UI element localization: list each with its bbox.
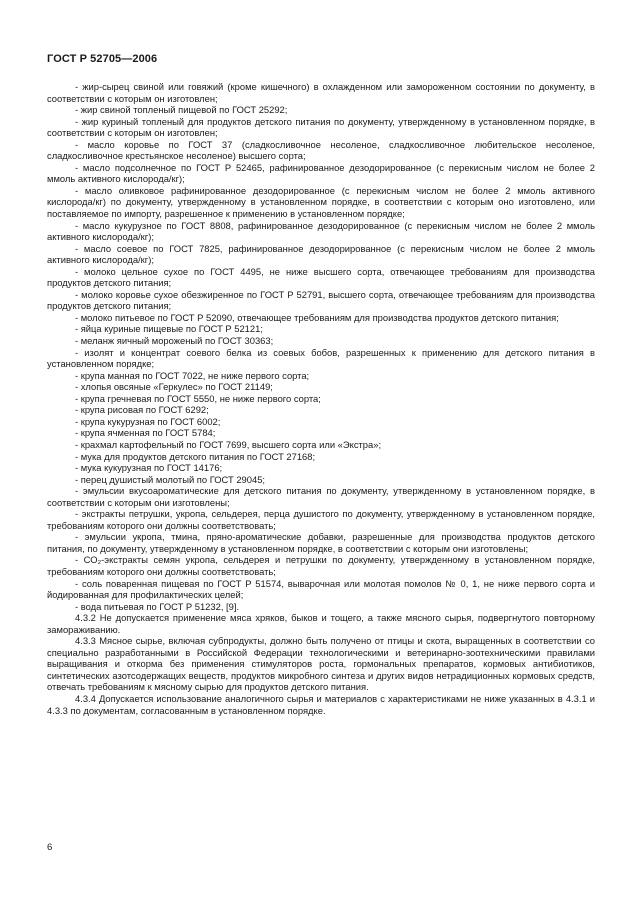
paragraph: - молоко питьевое по ГОСТ Р 52090, отвечающее требованиям для производства продуктов детского питания;	[75, 311, 559, 323]
paragraph: - СО₂-экстракты семян укропа, сельдерея и петрушки по документу, утвержденному в установленном порядке, требованиям которого они должны соответствовать;	[47, 554, 595, 577]
paragraph: - жир куриный топленый для продуктов детского питания по документу, утвержденному в установленном порядке, в соответствии с которым он изготовлен;	[47, 115, 595, 139]
paragraph: - крупа ячменная по ГОСТ 5784;	[75, 427, 216, 439]
paragraph: - яйца куриные пищевые по ГОСТ Р 52121;	[75, 323, 263, 335]
paragraph: - хлопья овсяные «Геркулес» по ГОСТ 21149;	[75, 381, 273, 393]
paragraph: - эмульсии вкусоароматические для детского питания по документу, утвержденному в установленном порядке, в соответствии с которым они изготовлены;	[47, 485, 595, 508]
paragraph: - соль поваренная пищевая по ГОСТ Р 51574, выварочная или молотая помолов № 0, 1, не ниже первого сорта и йодированная для профилактических целей;	[47, 577, 595, 601]
paragraph: 4.3.3 Мясное сырье, включая субпродукты, должно быть получено от птицы и скота, выращенных в соответствии со специально разработанными в Российской Федерации технологическими и ветеринарно-зоотехническими правилами выращивания и откорма без применения стимуляторов роста, гормональных препаратов, кормовых антибиотиков, синтетических азотсодержащих веществ, продуктов микробного синтеза и других видов нетрадиционных кормовых средств, отвечать требованиям к мясному сырью для продуктов детского питания.	[47, 635, 595, 693]
paragraph: - жир-сырец свиной или говяжий (кроме кишечного) в охлажденном или замороженном состоянии по документу, в соответствии с которым он изготовлен;	[47, 81, 595, 104]
document-header: ГОСТ Р 52705—2006	[47, 53, 158, 65]
paragraph: 4.3.2 Не допускается применение мяса хряков, быков и тощего, а также мясного сырья, подвергнутого повторному замораживанию.	[47, 612, 595, 635]
paragraph: 4.3.4 Допускается использование аналогичного сырья и материалов с характеристиками не ниже указанных в 4.3.1 и 4.3.3 по документам, согласованным в установленном порядке.	[47, 692, 595, 716]
paragraph: - масло соевое по ГОСТ 7825, рафинированное дезодорированное (с перекисным числом не более 2 ммоль активного кислорода/кг);	[47, 242, 595, 266]
paragraph: - эмульсии укропа, тмина, пряно-ароматические добавки, разрешенные для производства продуктов детского питания, по документу, утвержденному в установленном порядке, в соответствии с которым они изготовлены;	[47, 531, 595, 554]
paragraph: - мука для продуктов детского питания по ГОСТ 27168;	[75, 450, 316, 462]
paragraph: - жир свиной топленый пищевой по ГОСТ 25292;	[75, 104, 288, 116]
paragraph: - крупа манная по ГОСТ 7022, не ниже первого сорта;	[75, 369, 310, 381]
paragraph: - мука кукурузная по ГОСТ 14176;	[75, 462, 223, 474]
paragraph: - масло оливковое рафинированное дезодорированное (с перекисным числом не более 2 ммоль активного кислорода/кг) по документу, утвержденному в установленном порядке, в соответствии с которым оно изготовлено, или поставляемое по импорту, разрешенное к применению в установленном порядке;	[47, 184, 595, 220]
paragraph: - молоко коровье сухое обезжиренное по ГОСТ Р 52791, высшего сорта, отвечающее требованиям для производства продуктов детского питания;	[47, 288, 595, 312]
paragraph: - меланж яичный мороженый по ГОСТ 30363;	[75, 335, 274, 347]
paragraph: - крупа рисовая по ГОСТ 6292;	[75, 404, 209, 416]
paragraph: - молоко цельное сухое по ГОСТ 4495, не ниже высшего сорта, отвечающее требованиям для производства продуктов детского питания;	[47, 265, 595, 289]
paragraph: - крупа кукурузная по ГОСТ 6002;	[75, 415, 221, 427]
paragraph: - крахмал картофельный по ГОСТ 7699, высшего сорта или «Экстра»;	[75, 438, 382, 450]
paragraph: - изолят и концентрат соевого белка из соевых бобов, разрешенных к применению для детского питания в установленном порядке;	[47, 346, 595, 370]
paragraph: - вода питьевая по ГОСТ Р 51232, [9].	[75, 600, 240, 612]
page-number: 6	[47, 842, 53, 853]
paragraph: - масло кукурузное по ГОСТ 8808, рафинированное дезодорированное (с перекисным числом не более 2 ммоль активного кислорода/кг);	[47, 219, 595, 243]
paragraph: - экстракты петрушки, укропа, сельдерея, перца душистого по документу, утвержденному в установленном порядке, требованиям которого они должны соответствовать;	[47, 508, 595, 531]
paragraph: - перец душистый молотый по ГОСТ 29045;	[75, 473, 266, 485]
document-body	[47, 81, 595, 716]
paragraph: - крупа гречневая по ГОСТ 5550, не ниже первого сорта;	[75, 392, 321, 404]
paragraph: - масло подсолнечное по ГОСТ Р 52465, рафинированное дезодорированное (с перекисным числом не более 2 ммоль активного кислорода/кг);	[47, 161, 595, 185]
paragraph: - масло коровье по ГОСТ 37 (сладкосливочное несоленое, сладкосливочное любительское несоленое, сладкосливочное крестьянское несоленое) высшего сорта;	[47, 138, 595, 162]
